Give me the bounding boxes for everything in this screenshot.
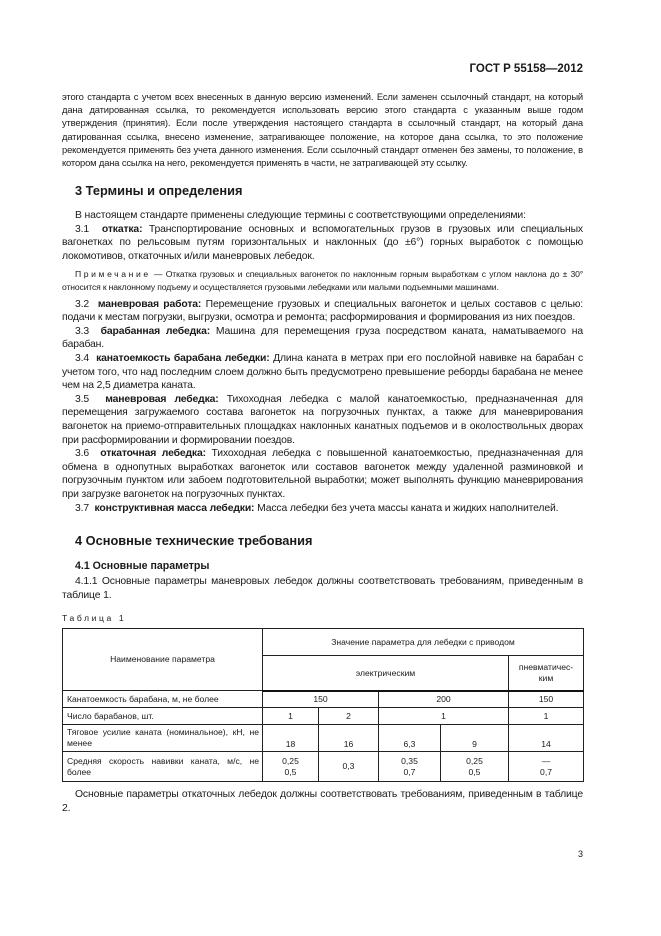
cell: 200 xyxy=(379,691,509,708)
table-caption: Таблица 1 xyxy=(62,613,127,624)
row-name: Тяговое усилие каната (номинальное), кН, не менее xyxy=(63,725,263,752)
term-3-4 xyxy=(62,352,583,393)
section-3-intro: В настоящем стандарте применены следующие термины с соответствующими определениями: xyxy=(75,210,526,222)
term-3-6 xyxy=(62,447,583,501)
term-name: откатка: xyxy=(101,223,143,235)
table-row xyxy=(63,708,584,725)
term-definition: Перемещение грузовых и специальных вагонеток и целых составов с целью: подачи к местам погрузки, выгрузки, осмотра и ремонта; расформирования и формирования из них поездов. xyxy=(62,298,583,324)
term-number: 3.3 xyxy=(75,325,89,337)
term-definition: Масса лебедки без учета массы каната и жидких наполнителей. xyxy=(257,502,559,514)
cell: 0,35 0,7 xyxy=(379,752,441,782)
term-3-1 xyxy=(62,223,583,264)
cell: 6,3 xyxy=(379,725,441,752)
term-name: маневровая работа: xyxy=(97,298,202,310)
note-label: Примечание xyxy=(75,268,151,279)
subsection-4-1-title: 4.1 Основные параметры xyxy=(75,560,210,573)
paragraph-4-1-1: 4.1.1 Основные параметры маневровых лебедок должны соответствовать требованиям, приведенным в таблице 1. xyxy=(62,576,583,601)
term-name: барабанная лебедка: xyxy=(100,325,211,337)
term-3-3 xyxy=(62,325,583,352)
term-number: 3.2 xyxy=(75,298,89,310)
term-definition: Тихоходная лебедка с повышенной канатоемкостью, предназначенная для обмена в однопутных выработках вагонеток или составов вагонеток между удаленной разминовкой и погрузочным пунктом или забоем подготовительной выработки; может выполнять функцию маневрирования при загрузке вагонеток на погрузочных пунктах. xyxy=(62,448,583,500)
cell: 18 xyxy=(263,725,319,752)
cell: 0,25 0,5 xyxy=(263,752,319,782)
cell: 1 xyxy=(509,708,584,725)
table-row xyxy=(63,725,584,752)
row-name: Число барабанов, шт. xyxy=(63,708,263,725)
term-name: маневровая лебедка: xyxy=(105,393,219,405)
section-3-title: 3 Термины и определения xyxy=(75,183,243,199)
cell: 16 xyxy=(319,725,379,752)
header-value-group: Значение параметра для лебедки с приводом xyxy=(263,629,584,656)
term-name: откаточная лебедка: xyxy=(100,448,206,460)
term-3-5 xyxy=(62,393,583,447)
after-table-paragraph: Основные параметры откаточных лебедок должны соответствовать требованиям, приведенным в таблице 2. xyxy=(62,789,583,814)
term-definition: Длина каната в метрах при его послойной навивке на барабан с учетом того, что над последним слоем должно быть предусмотрено превышение реборды барабана не менее чем на 2,5 диаметра каната. xyxy=(62,352,583,392)
term-3-7 xyxy=(62,502,583,516)
term-definition: Тихоходная лебедка с малой канатоемкостью, предназначенная для перемещения загружаемого состава вагонеток на погрузочных пунктах, а также для маневрирования вагонеток на приемо-отправительных площадках наклонных канатных подъемов и в околоствольных дворах при расформировании и формировании поездов. xyxy=(62,393,583,446)
row-name: Канатоемкость барабана, м, не более xyxy=(63,691,263,708)
cell: 1 xyxy=(379,708,509,725)
cell: 2 xyxy=(319,708,379,725)
section-4-title: 4 Основные технические требования xyxy=(75,533,313,549)
term-name: канатоемкость барабана лебедки: xyxy=(96,352,270,364)
header-pneumatic: пневматичес-ким xyxy=(509,656,584,691)
term-name: конструктивная масса лебедки: xyxy=(94,502,255,514)
term-definition: Машина для перемещения груза посредством каната, наматываемого на барабан. xyxy=(62,325,583,351)
document-id: ГОСТ Р 55158—2012 xyxy=(469,63,583,75)
term-number: 3.1 xyxy=(75,223,89,235)
page-number: 3 xyxy=(577,849,583,860)
row-name: Средняя скорость навивки каната, м/с, не более xyxy=(63,752,263,782)
note-text: — Откатка грузовых и специальных вагонеток по наклонным горным выработкам с углом наклона до ± 30° относится к наклонному подъему и осуществляется грузовыми лебедками или малыми подъемными машинами. xyxy=(62,268,583,292)
cell: 150 xyxy=(263,691,379,708)
intro-paragraph: этого стандарта с учетом всех внесенных в данную версию изменений. Если заменен ссылочный стандарт, на который дана датированная ссылка, то рекомендуется использовать версию этого стандарта с указанным выше годом утверждения (принятия). Если после утверждения настоящего стандарта в ссылочный стандарт, на который дана датированная ссылка, внесено изменение, затрагивающее положение, на которое дана ссылка, то это положение рекомендуется применять без учета данного изменения. Если ссылочный стандарт отменен без замены, то положение, в котором дана ссылка на него, рекомендуется применять в части, не затрагивающей эту ссылку. xyxy=(62,91,583,169)
term-number: 3.7 xyxy=(75,502,89,514)
cell: 1 xyxy=(263,708,319,725)
cell: 0,3 xyxy=(319,752,379,782)
term-definition: Транспортирование основных и вспомогательных грузов в грузовых или специальных вагонетках по рельсовым путям горизонтальных и наклонных (до ±6°) горных выработок с помощью локомотивов, откаточных и/или маневровых лебедок. xyxy=(62,223,583,262)
term-3-2 xyxy=(62,298,583,325)
term-number: 3.4 xyxy=(75,352,89,364)
table-row xyxy=(63,691,584,708)
table-row xyxy=(63,752,584,782)
cell: 14 xyxy=(509,725,584,752)
term-number: 3.5 xyxy=(75,393,89,405)
cell: — 0,7 xyxy=(509,752,584,782)
note xyxy=(62,268,583,294)
parameters-table xyxy=(62,628,584,782)
cell: 0,25 0,5 xyxy=(441,752,509,782)
term-number: 3.6 xyxy=(75,448,89,460)
header-electric: электрическим xyxy=(263,656,509,691)
cell: 9 xyxy=(441,725,509,752)
cell: 150 xyxy=(509,691,584,708)
header-parameter-name: Наименование параметра xyxy=(63,629,263,691)
